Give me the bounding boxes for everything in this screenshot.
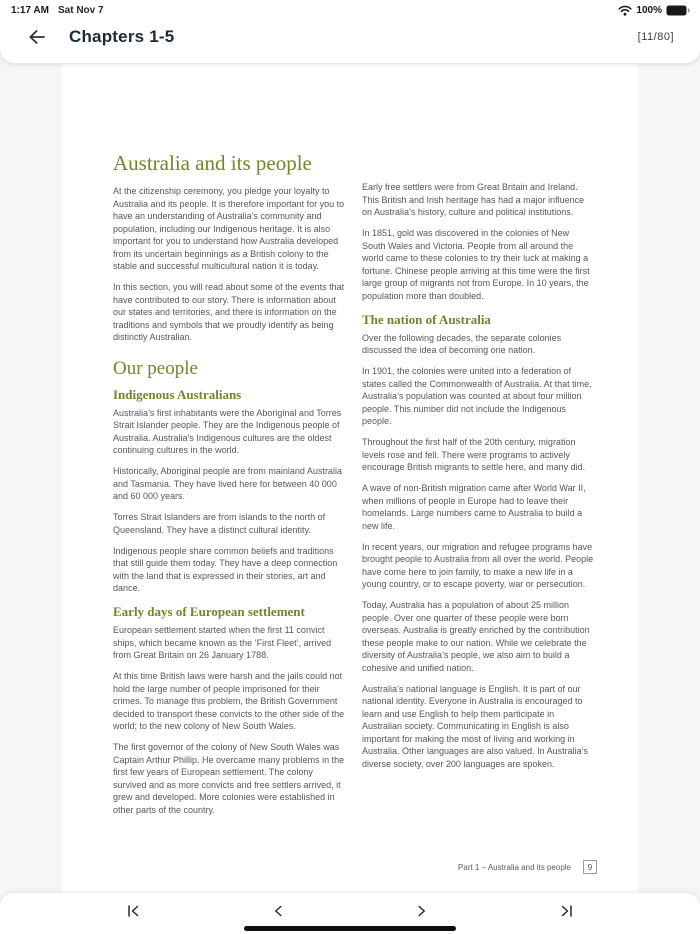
previous-page-button[interactable]: [267, 900, 289, 922]
doc-paragraph: Australia’s first inhabitants were the Aboriginal and Torres Strait Islander people. They are the Indigenous people of Australia. Australia’s Indigenous cultures are the oldest continuing cultures in the world.: [113, 407, 342, 455]
pdf-page-view[interactable]: [62, 64, 638, 898]
doc-paragraph: At the citizenship ceremony, you pledge your loyalty to Australia and its people. It is therefore important for you to have an understanding of Australia’s community and population, including our Indigenous heritage. It is also important for you to understand how Australia developed from its uncertain beginnings as a British colony to the stable and successful multicultural nation it is today.: [113, 186, 345, 271]
battery-icon: [666, 5, 690, 16]
chevron-right-icon: [417, 904, 427, 918]
doc-subheading-indigenous-australians: Indigenous Australians: [113, 386, 242, 402]
doc-paragraph: European settlement started when the first 11 convict ships, which became known as the ‘First Fleet’, arrived from Great Britain on 26 January 1788.: [113, 625, 332, 660]
doc-paragraph: Historically, Aboriginal people are from mainland Australia and Tasmania. They have lived here for between 40 000 and 60 000 years.: [113, 466, 342, 501]
wifi-icon: [618, 5, 632, 16]
back-arrow-icon: [28, 29, 46, 45]
page-position-indicator: [11/80]: [637, 31, 674, 43]
doc-paragraph: In 1851, gold was discovered in the colonies of New South Wales and Victoria. People from all around the world came to these colonies to try their luck at making a fortune. Chinese people arriving at this time were the first large group of migrants not from Europe. In 10 years, the population more than doubled.: [362, 228, 590, 301]
header-nav-row: [0, 18, 700, 60]
doc-paragraph: Early free settlers were from Great Britain and Ireland. This British and Irish heritage has had a major influence on Australia’s history, culture and political institutions.: [362, 182, 585, 217]
doc-paragraph: In this section, you will read about some of the events that have contributed to our story. There is information about our states and territories, and there is information on the traditions and symbols that we proudly identify as being distinctly Australian.: [113, 282, 345, 342]
doc-paragraph: Over the following decades, the separate colonies discussed the idea of becoming one nation.: [362, 332, 562, 355]
status-right: [618, 5, 690, 16]
doc-page-number: 9: [583, 860, 597, 874]
doc-paragraph: Today, Australia has a population of about 25 million people. Over one quarter of these people were born overseas. Australia is greatly enriched by the contribution these people make to our nation. While we celebrate the diversity of Australia’s people, we also aim to build a cohesive and unified nation.: [362, 600, 590, 673]
doc-paragraph: Throughout the first half of the 20th century, migration levels rose and fell. There were programs to actively encourage British migrants to settle here, and many did.: [362, 437, 586, 472]
doc-footer-text: Part 1 – Australia and its people: [458, 862, 571, 872]
next-page-button[interactable]: [411, 900, 433, 922]
chevron-left-icon: [273, 904, 283, 918]
header-card: [0, 0, 700, 63]
doc-chapter-title: Australia and its people: [113, 151, 312, 175]
page-left-column: [113, 150, 346, 825]
status-time: 1:17 AM: [11, 5, 49, 16]
skip-to-first-icon: [127, 904, 140, 918]
doc-page-footer: [458, 860, 597, 874]
status-bar: [0, 0, 700, 18]
doc-paragraph: A wave of non-British migration came after World War II, when millions of people in Europe had to leave their homelands. Large numbers came to Australia to build a new life.: [362, 483, 586, 531]
status-left: [11, 5, 104, 16]
doc-paragraph: In recent years, our migration and refugee programs have brought people to Australia from all over the world. People have come here to join family, to make a new life in a young country, or to escape poverty, war or persecution.: [362, 541, 594, 589]
doc-paragraph: At this time British laws were harsh and the jails could not hold the large number of people imprisoned for their crimes. To manage this problem, the British Government decided to transport these convicts to the other side of the world; to the new colony of New South Wales.: [113, 671, 345, 731]
home-indicator[interactable]: [244, 926, 456, 931]
doc-paragraph: The first governor of the colony of New South Wales was Captain Arthur Phillip. He overcame many problems in the first few years of European settlement. The colony survived and as more convicts and free settlers arrived, it grew and developed. More colonies were established in other parts of the country.: [113, 742, 345, 815]
doc-paragraph: Indigenous people share common beliefs and traditions that still guide them today. They have a deep connection with the land that is expressed in their stories, art and dance.: [113, 545, 338, 593]
first-page-button[interactable]: [122, 900, 144, 922]
skip-to-last-icon: [560, 904, 573, 918]
battery-percent: 100%: [636, 5, 662, 16]
doc-paragraph: Australia’s national language is English. It is part of our national identity. Everyone in Australia is encouraged to learn and use English to help them participate in Australian society. Communicating in English is also important for making the most of living and working in Australia. Other languages are also valued. In Australia’s diverse society, over 200 languages are spoken.: [362, 683, 588, 769]
page-right-column: [362, 181, 595, 779]
doc-paragraph: Torres Strait Islanders are from islands to the north of Queensland. They have a distinct cultural identity.: [113, 512, 326, 535]
status-date: Sat Nov 7: [57, 5, 104, 16]
document-title: Chapters 1-5: [69, 27, 175, 46]
back-button[interactable]: [27, 28, 47, 46]
doc-paragraph: In 1901, the colonies were united into a federation of states called the Commonwealth of Australia. At that time, Australia’s population was counted at about four million people. This number did not include the Indigenous people.: [362, 366, 592, 426]
doc-section-heading-our-people: Our people: [113, 357, 198, 379]
last-page-button[interactable]: [556, 900, 578, 922]
doc-subheading-nation-of-australia: The nation of Australia: [362, 311, 491, 327]
doc-subheading-european-settlement: Early days of European settlement: [113, 604, 305, 619]
